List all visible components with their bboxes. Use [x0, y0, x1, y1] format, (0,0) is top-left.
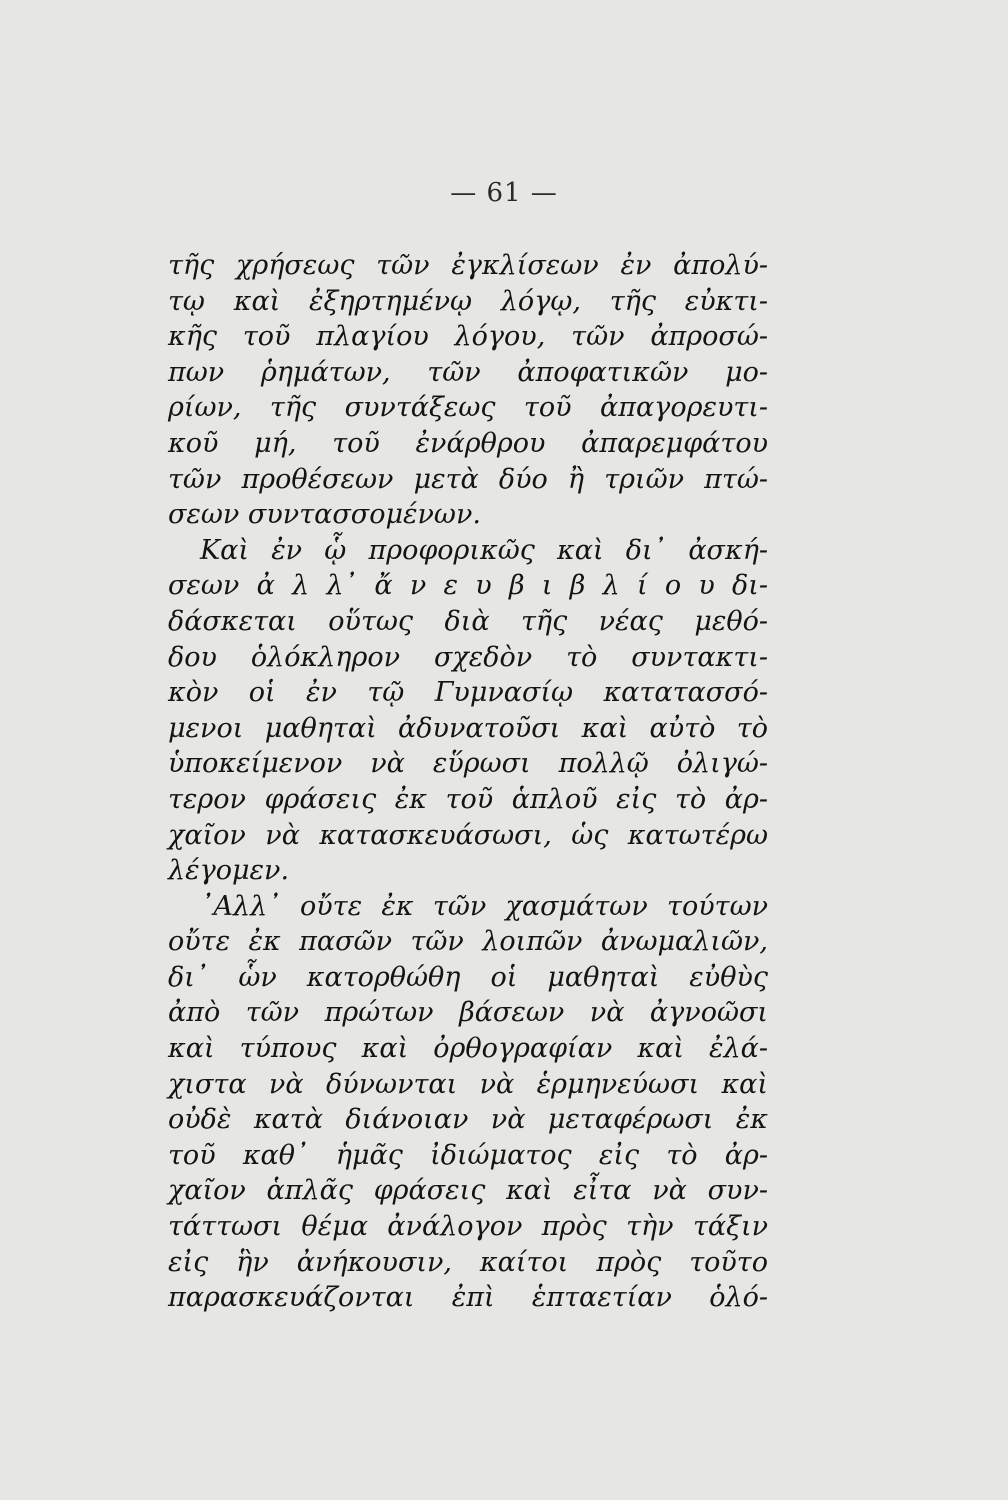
text-line: χαῖον νὰ κατασκευάσωσι, ὡς κατωτέρω [168, 819, 768, 851]
text-line: πων ῥημάτων, τῶν ἀποφατικῶν μο- [168, 356, 768, 388]
text-line: χαῖον ἁπλᾶς φράσεις καὶ εἶτα νὰ συν- [168, 1175, 768, 1207]
text-line: ἀπὸ τῶν πρώτων βάσεων νὰ ἀγνοῶσι [168, 997, 768, 1029]
text-line: κοῦ μή, τοῦ ἐνάρθρου ἀπαρεμφάτου [168, 427, 768, 459]
text-line: ρίων, τῆς συντάξεως τοῦ ἀπαγορευτι- [168, 392, 768, 424]
text-line: Καὶ ἐν ᾧ προφορικῶς καὶ δι᾽ ἀσκή- [200, 534, 768, 566]
text-line: δι᾽ ὧν κατορθώθη οἱ μαθηταὶ εὐθὺς [168, 961, 768, 993]
text-line: εἰς ἣν ἀνήκουσιν, καίτοι πρὸς τοῦτο [168, 1246, 768, 1278]
text-line: χιστα νὰ δύνωνται νὰ ἑρμηνεύωσι καὶ [168, 1068, 768, 1100]
text-line: τῆς χρήσεως τῶν ἐγκλίσεων ἐν ἀπολύ- [168, 250, 768, 281]
text-line: οὐδὲ κατὰ διάνοιαν νὰ μεταφέρωσι ἐκ [168, 1104, 768, 1136]
text-line: τοῦ καθ᾽ ἡμᾶς ἰδιώματος εἰς τὸ ἀρ- [168, 1139, 768, 1171]
text-line: παρασκευάζονται ἐπὶ ἑπταετίαν ὁλό- [168, 1282, 768, 1314]
text-line: κῆς τοῦ πλαγίου λόγου, τῶν ἀπροσώ- [168, 321, 768, 353]
text-line: σεων συντασσομένων. [168, 499, 481, 531]
text-line: ᾽Αλλ᾽ οὔτε ἐκ τῶν χασμάτων τούτων [200, 890, 768, 922]
page-number: — 61 — [450, 178, 558, 208]
text-line: ὑποκείμενον νὰ εὕρωσι πολλῷ ὀλιγώ- [168, 748, 768, 780]
text-line: καὶ τύπους καὶ ὀρθογραφίαν καὶ ἐλά- [168, 1033, 768, 1065]
text-line: οὔτε ἐκ πασῶν τῶν λοιπῶν ἀνωμαλιῶν, [168, 926, 768, 958]
text-line: τῶν προθέσεων μετὰ δύο ἢ τριῶν πτώ- [168, 463, 768, 495]
text-line: τάττωσι θέμα ἀνάλογον πρὸς τὴν τάξιν [168, 1211, 768, 1243]
text-line: λέγομεν. [168, 855, 290, 887]
body-text [168, 248, 768, 1316]
text-line: σεων ἀ λ λ᾽ ἄ ν ε υ β ι β λ ί ο υ δι- [168, 570, 768, 602]
text-line: τῳ καὶ ἐξηρτημένῳ λόγῳ, τῆς εὐκτι- [168, 285, 768, 317]
text-line: τερον φράσεις ἐκ τοῦ ἁπλοῦ εἰς τὸ ἀρ- [168, 783, 768, 815]
text-line: κὸν οἱ ἐν τῷ Γυμνασίῳ κατατασσό- [168, 677, 768, 709]
text-line: δου ὁλόκληρον σχεδὸν τὸ συντακτι- [168, 641, 768, 673]
text-line: μενοι μαθηταὶ ἀδυνατοῦσι καὶ αὐτὸ τὸ [168, 712, 768, 744]
text-line: δάσκεται οὕτως διὰ τῆς νέας μεθό- [168, 605, 768, 637]
